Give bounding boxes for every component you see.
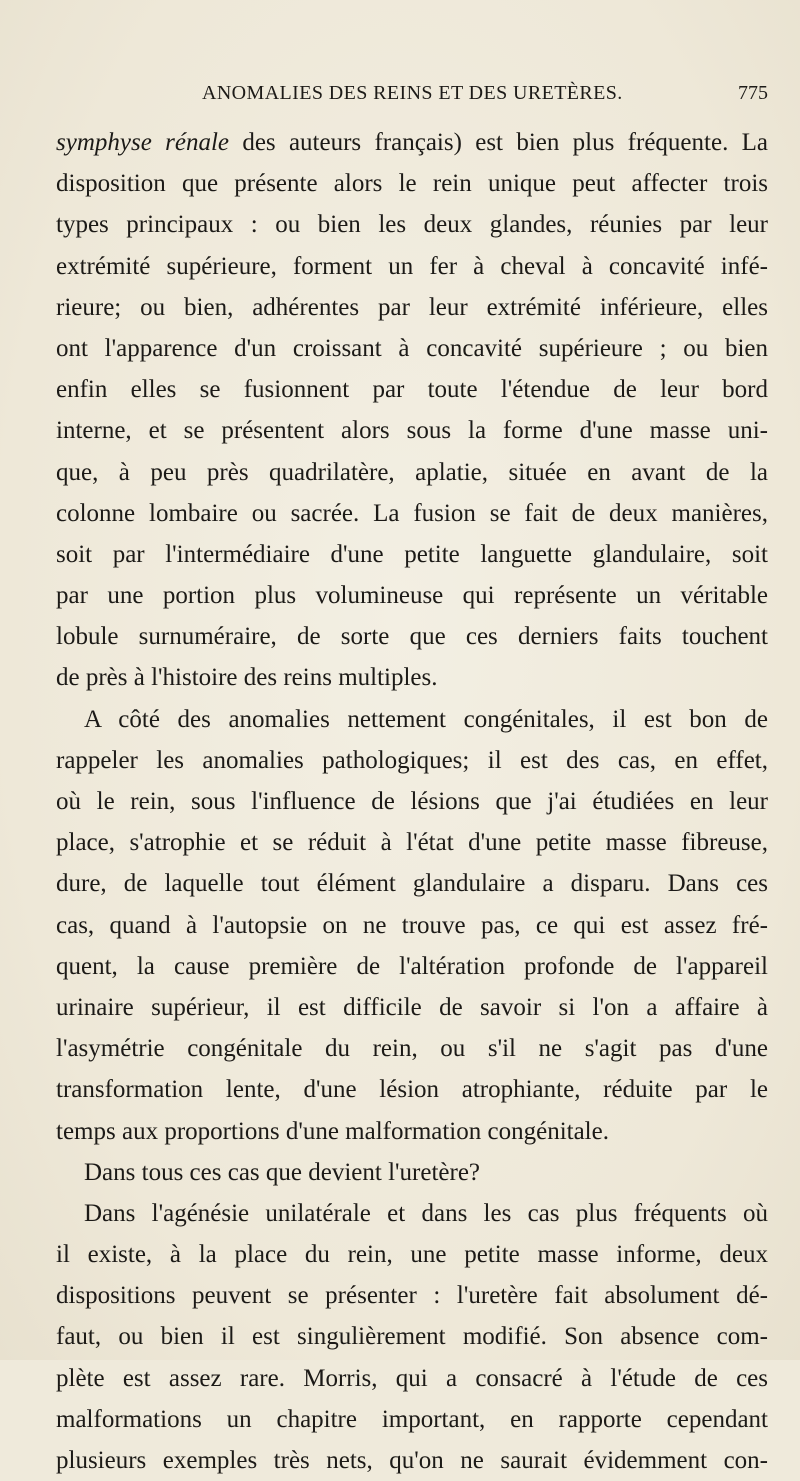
- text-line: il existe, à la place du rein, une petite masse informe, deux: [56, 1241, 768, 1269]
- paragraph-start-line: A côté des anomalies nettement congénitales, il est bon de: [84, 705, 768, 733]
- italic-term: symphyse rénale: [56, 129, 229, 156]
- text-line: ont l'apparence d'un croissant à concavité supérieure ; ou bien: [56, 334, 768, 362]
- paragraph-end-line: temps aux proportions d'une malformation congénitale.: [56, 1117, 609, 1145]
- text-line: soit par l'intermédiaire d'une petite languette glandulaire, soit: [56, 540, 768, 568]
- text-line: plusieurs exemples très nets, qu'on ne saurait évidemment con-: [56, 1447, 768, 1474]
- text-line: par une portion plus volumineuse qui représente un véritable: [56, 582, 768, 610]
- text-line: faut, ou bien il est singulièrement modifié. Son absence com-: [56, 1323, 768, 1351]
- text-line: rieure; ou bien, adhérentes par leur extrémité inférieure, elles: [56, 293, 768, 321]
- text-line: extrémité supérieure, forment un fer à cheval à concavité infé-: [56, 252, 768, 280]
- text-run: des auteurs français) est bien plus fréquente. La: [229, 129, 769, 156]
- text-line: [56, 122, 768, 163]
- page-header: [56, 82, 768, 112]
- text-line: interne, et se présentent alors sous la forme d'une masse uni-: [56, 417, 768, 445]
- body-text: [56, 122, 768, 1481]
- text-line: malformations un chapitre important, en rapporte cependant: [56, 1405, 768, 1433]
- text-line: transformation lente, d'une lésion atrophiante, réduite par le: [56, 1076, 768, 1104]
- text-line: que, à peu près quadrilatère, aplatie, située en avant de la: [56, 458, 768, 486]
- running-head: ANOMALIES DES REINS ET DES URETÈRES.: [202, 82, 623, 104]
- text-line: cas, quand à l'autopsie on ne trouve pas, ce qui est assez fré-: [56, 911, 768, 939]
- text-line: l'asymétrie congénitale du rein, ou s'il ne s'agit pas d'une: [56, 1035, 768, 1063]
- page-number: 775: [738, 82, 768, 104]
- text-line: rappeler les anomalies pathologiques; il est des cas, en effet,: [56, 746, 768, 774]
- text-line: place, s'atrophie et se réduit à l'état d'une petite masse fibreuse,: [56, 829, 768, 857]
- text-line: dure, de laquelle tout élément glandulaire a disparu. Dans ces: [56, 870, 768, 898]
- text-line: plète est assez rare. Morris, qui a consacré à l'étude de ces: [56, 1364, 768, 1392]
- text-line: types principaux : ou bien les deux glandes, réunies par leur: [56, 211, 768, 239]
- paragraph-start-line: Dans l'agénésie unilatérale et dans les cas plus fréquents où: [84, 1199, 768, 1227]
- text-line: quent, la cause première de l'altération profonde de l'appareil: [56, 952, 768, 980]
- text-line: colonne lombaire ou sacrée. La fusion se fait de deux manières,: [56, 499, 768, 527]
- text-line: dispositions peuvent se présenter : l'uretère fait absolument dé-: [56, 1282, 768, 1310]
- text-line: disposition que présente alors le rein unique peut affecter trois: [56, 170, 768, 198]
- question-line: Dans tous ces cas que devient l'uretère?: [84, 1158, 481, 1186]
- text-line: où le rein, sous l'influence de lésions que j'ai étudiées en leur: [56, 788, 768, 815]
- paragraph-end-line: de près à l'histoire des reins multiples.: [56, 664, 438, 692]
- text-line: enfin elles se fusionnent par toute l'étendue de leur bord: [56, 376, 768, 404]
- text-line: urinaire supérieur, il est difficile de savoir si l'on a affaire à: [56, 993, 768, 1021]
- text-line: lobule surnuméraire, de sorte que ces derniers faits touchent: [56, 623, 768, 651]
